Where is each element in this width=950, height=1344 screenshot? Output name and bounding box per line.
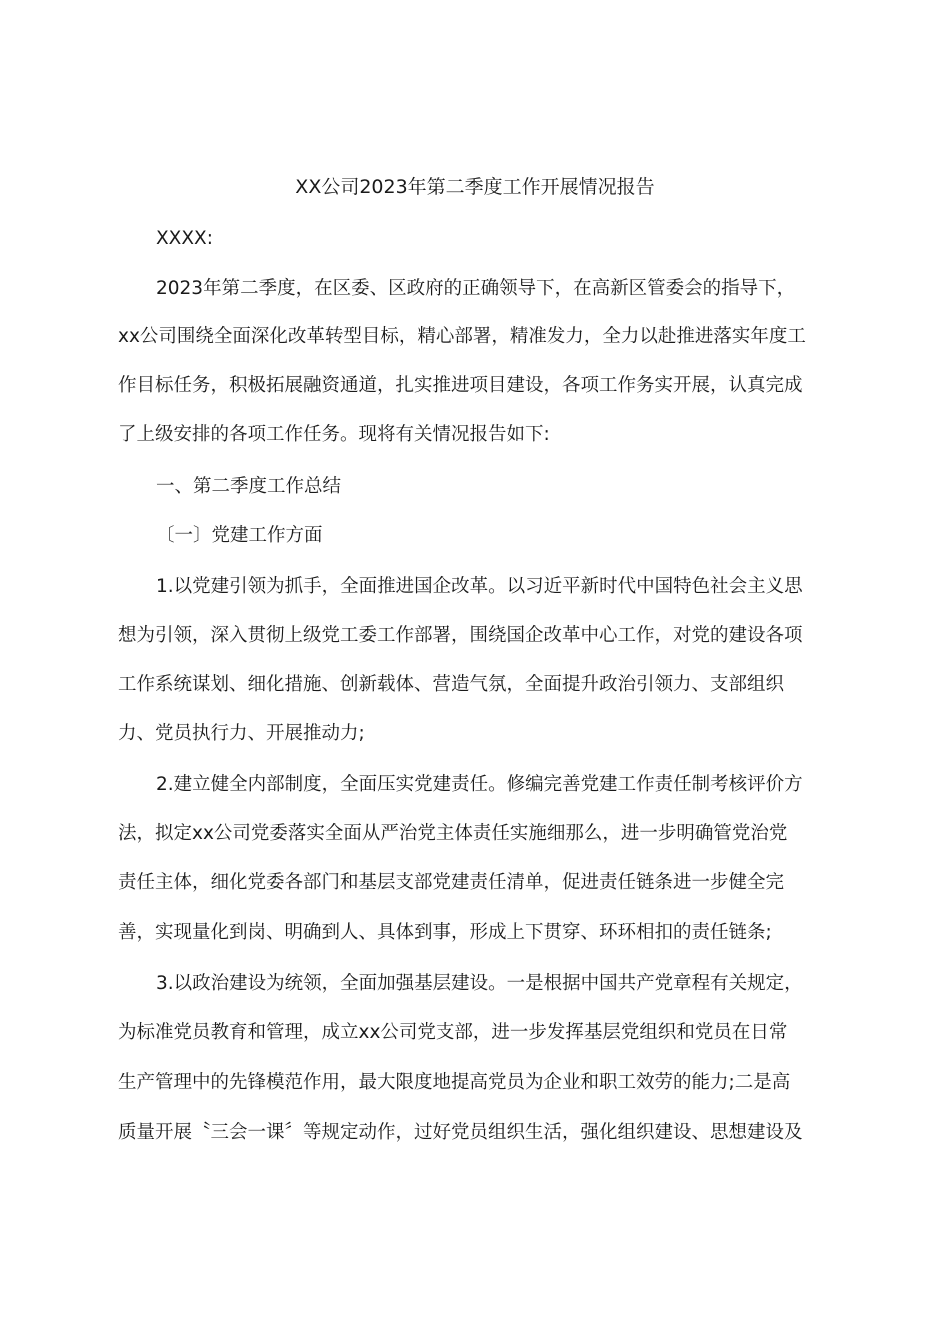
paragraph-line: 2023年第二季度，在区委、区政府的正确领导下，在高新区管委会的指导下， [156, 278, 796, 299]
paragraph-line: 1.以党建引领为抓手，全面推进国企改革。以习近平新时代中国特色社会主义思 [156, 576, 803, 597]
paragraph-line: 善，实现量化到岗、明确到人、具体到事，形成上下贯穿、环环相扣的责任链条; [118, 922, 772, 943]
paragraph-line: 生产管理中的先锋模范作用，最大限度地提高党员为企业和职工效劳的能力;二是高 [118, 1072, 791, 1093]
paragraph-line: 法，拟定xx公司党委落实全面从严治党主体责任实施细那么，进一步明确管党治党 [118, 823, 788, 844]
paragraph-line: 质量开展〝三会一课〞等规定动作，过好党员组织生活，强化组织建设、思想建设及 [118, 1122, 803, 1143]
salutation: XXXX: [156, 228, 213, 249]
paragraph-line: 想为引领，深入贯彻上级党工委工作部署，围绕国企改革中心工作，对党的建设各项 [118, 625, 803, 646]
paragraph-line: 工作系统谋划、细化措施、创新载体、营造气氛，全面提升政治引领力、支部组织 [118, 674, 785, 695]
paragraph-line: 3.以政治建设为统领，全面加强基层建设。一是根据中国共产党章程有关规定， [156, 973, 803, 994]
section-heading: 一、第二季度工作总结 [156, 476, 342, 497]
paragraph-line: 力、党员执行力、开展推动力; [118, 723, 365, 744]
paragraph-line: 2.建立健全内部制度，全面压实党建责任。修编完善党建工作责任制考核评价方 [156, 774, 803, 795]
subsection-heading: 〔一〕党建工作方面 [156, 525, 323, 546]
paragraph-line: 责任主体，细化党委各部门和基层支部党建责任清单，促进责任链条进一步健全完 [118, 872, 785, 893]
paragraph-line: 作目标任务，积极拓展融资通道，扎实推进项目建设，各项工作务实开展，认真完成 [118, 375, 803, 396]
paragraph-line: xx公司围绕全面深化改革转型目标，精心部署，精准发力，全力以赴推进落实年度工 [118, 326, 806, 347]
document-title: XX公司2023年第二季度工作开展情况报告 [295, 176, 655, 198]
paragraph-line: 了上级安排的各项工作任务。现将有关情况报告如下: [118, 424, 550, 445]
paragraph-line: 为标准党员教育和管理，成立xx公司党支部，进一步发挥基层党组织和党员在日常 [118, 1022, 788, 1043]
